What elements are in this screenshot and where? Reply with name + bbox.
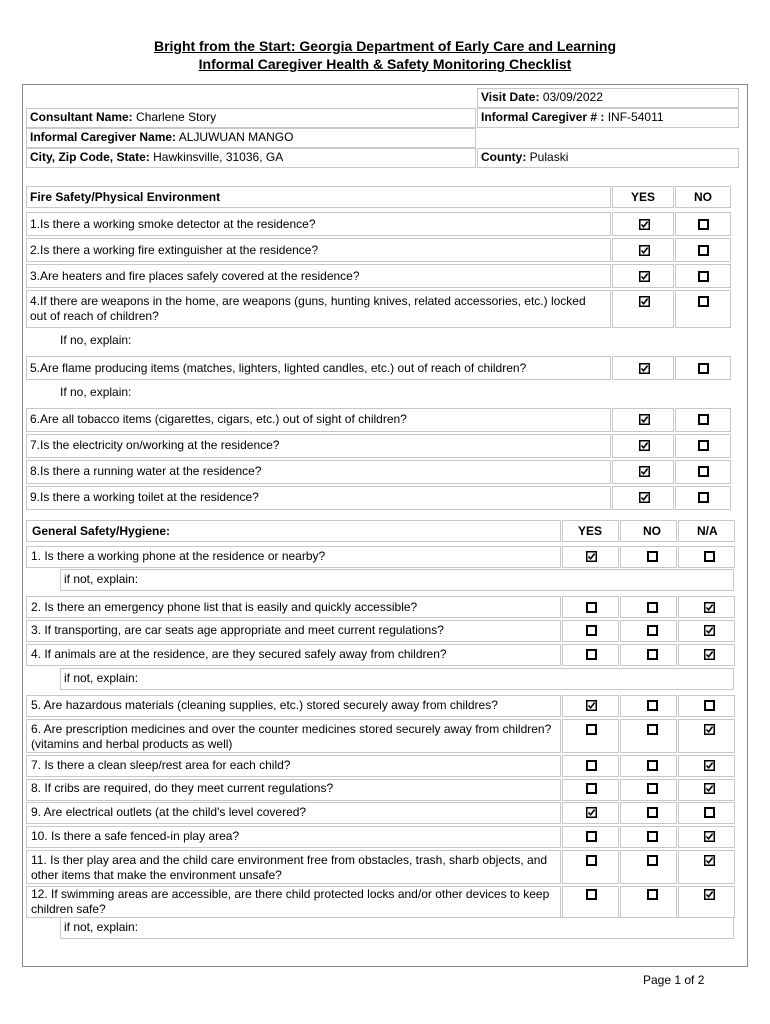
- city-zip-state: City, Zip Code, State: Hawkinsville, 31036, GA: [30, 150, 284, 164]
- fire-yes-checkbox[interactable]: [639, 466, 650, 477]
- gen-na-header: N/A: [697, 524, 718, 538]
- fire-question: 7.Is the electricity on/working at the residence?: [30, 438, 280, 452]
- general-heading: General Safety/Hygiene:: [32, 524, 171, 538]
- gen-na-checkbox[interactable]: [704, 700, 715, 711]
- general-question: 5. Are hazardous materials (cleaning supplies, etc.) stored securely away from childres?: [31, 698, 498, 712]
- visit-date: Visit Date: 03/09/2022: [481, 90, 603, 104]
- fire-explain-label: If no, explain:: [60, 333, 132, 347]
- explain-box[interactable]: [60, 917, 734, 939]
- explain-box[interactable]: [60, 569, 734, 591]
- gen-yes-checkbox[interactable]: [586, 724, 597, 735]
- fire-yes-checkbox[interactable]: [639, 271, 650, 282]
- gen-no-checkbox[interactable]: [647, 889, 658, 900]
- gen-no-checkbox[interactable]: [647, 807, 658, 818]
- fire-no-checkbox[interactable]: [698, 245, 709, 256]
- fire-question: 5.Are flame producing items (matches, lighters, lighted candles, etc.) out of reach of children?: [30, 361, 527, 375]
- fire-no-checkbox[interactable]: [698, 440, 709, 451]
- fire-no-checkbox[interactable]: [698, 296, 709, 307]
- fire-no-checkbox[interactable]: [698, 414, 709, 425]
- general-question: 2. Is there an emergency phone list that is easily and quickly accessible?: [31, 600, 418, 614]
- gen-na-checkbox[interactable]: [704, 855, 715, 866]
- caregiver-number: Informal Caregiver # : INF-54011: [481, 110, 664, 124]
- fire-yes-checkbox[interactable]: [639, 219, 650, 230]
- gen-na-checkbox[interactable]: [704, 831, 715, 842]
- gen-yes-checkbox[interactable]: [586, 625, 597, 636]
- gen-no-checkbox[interactable]: [647, 551, 658, 562]
- general-question: 8. If cribs are required, do they meet current regulations?: [31, 781, 334, 795]
- fire-yes-checkbox[interactable]: [639, 440, 650, 451]
- gen-yes-checkbox[interactable]: [586, 602, 597, 613]
- general-question: 1. Is there a working phone at the residence or nearby?: [31, 549, 326, 563]
- fire-yes-checkbox[interactable]: [639, 492, 650, 503]
- fire-no-checkbox[interactable]: [698, 219, 709, 230]
- general-question: 9. Are electrical outlets (at the child's level covered?: [31, 805, 307, 819]
- fire-yes-checkbox[interactable]: [639, 245, 650, 256]
- gen-na-checkbox[interactable]: [704, 625, 715, 636]
- gen-yes-header: YES: [578, 524, 603, 538]
- gen-yes-checkbox[interactable]: [586, 760, 597, 771]
- gen-yes-checkbox[interactable]: [586, 551, 597, 562]
- fire-no-checkbox[interactable]: [698, 466, 709, 477]
- title-line1: Bright from the Start: Georgia Department of Early Care and Learning: [153, 38, 617, 54]
- gen-no-checkbox[interactable]: [647, 831, 658, 842]
- gen-no-checkbox[interactable]: [647, 625, 658, 636]
- fire-yes-checkbox[interactable]: [639, 363, 650, 374]
- fire-no-checkbox[interactable]: [698, 363, 709, 374]
- consultant-name: Consultant Name: Charlene Story: [30, 110, 217, 124]
- fire-yes-checkbox[interactable]: [639, 414, 650, 425]
- fire-question: 2.Is there a working fire extinguisher at the residence?: [30, 243, 319, 257]
- gen-yes-checkbox[interactable]: [586, 649, 597, 660]
- gen-yes-checkbox[interactable]: [586, 700, 597, 711]
- gen-no-checkbox[interactable]: [647, 649, 658, 660]
- gen-yes-checkbox[interactable]: [586, 807, 597, 818]
- gen-yes-checkbox[interactable]: [586, 855, 597, 866]
- gen-no-checkbox[interactable]: [647, 602, 658, 613]
- fire-question: 8.Is there a running water at the residence?: [30, 464, 262, 478]
- fire-question: 3.Are heaters and fire places safely covered at the residence?: [30, 269, 360, 283]
- gen-yes-checkbox[interactable]: [586, 831, 597, 842]
- gen-na-checkbox[interactable]: [704, 807, 715, 818]
- fire-heading: Fire Safety/Physical Environment: [30, 190, 221, 204]
- general-question: 3. If transporting, are car seats age appropriate and meet current regulations?: [31, 623, 444, 637]
- gen-na-checkbox[interactable]: [704, 724, 715, 735]
- general-question: 11. Is ther play area and the child care environment free from obstacles, trash, sharb objects, and other items that make the environment unsafe?: [31, 853, 548, 882]
- gen-no-checkbox[interactable]: [647, 724, 658, 735]
- gen-explain-label: if not, explain:: [64, 572, 139, 586]
- general-question: 12. If swimming areas are accessible, are there child protected locks and/or other devices to keep children safe?: [31, 887, 550, 916]
- explain-box[interactable]: [60, 668, 734, 690]
- fire-question: 1.Is there a working smoke detector at the residence?: [30, 217, 316, 231]
- gen-explain-label: if not, explain:: [64, 671, 139, 685]
- general-question: 7. Is there a clean sleep/rest area for each child?: [31, 758, 291, 772]
- gen-na-checkbox[interactable]: [704, 760, 715, 771]
- gen-na-checkbox[interactable]: [704, 602, 715, 613]
- gen-na-checkbox[interactable]: [704, 783, 715, 794]
- gen-explain-label: if not, explain:: [64, 920, 139, 934]
- county: County: Pulaski: [481, 150, 569, 164]
- title-line2: Informal Caregiver Health & Safety Monitoring Checklist: [198, 56, 572, 72]
- fire-question: 9.Is there a working toilet at the residence?: [30, 490, 259, 504]
- fire-explain-label: If no, explain:: [60, 385, 132, 399]
- fire-question: 6.Are all tobacco items (cigarettes, cigars, etc.) out of sight of children?: [30, 412, 407, 426]
- fire-question: 4.If there are weapons in the home, are weapons (guns, hunting knives, related accessories, etc.) locked out of reach of children?: [30, 294, 586, 323]
- general-question: 4. If animals are at the residence, are they secured safely away from children?: [31, 647, 447, 661]
- gen-no-checkbox[interactable]: [647, 855, 658, 866]
- fire-yes-header: YES: [631, 190, 656, 204]
- fire-no-checkbox[interactable]: [698, 492, 709, 503]
- fire-no-checkbox[interactable]: [698, 271, 709, 282]
- general-question: 10. Is there a safe fenced-in play area?: [31, 829, 240, 843]
- gen-na-checkbox[interactable]: [704, 649, 715, 660]
- page-number: Page 1 of 2: [643, 973, 705, 987]
- fire-no-header: NO: [694, 190, 712, 204]
- gen-yes-checkbox[interactable]: [586, 889, 597, 900]
- general-question: 6. Are prescription medicines and over the counter medicines stored securely away from children? (vitamins and herbal products as well): [31, 722, 552, 751]
- gen-no-checkbox[interactable]: [647, 783, 658, 794]
- gen-na-checkbox[interactable]: [704, 889, 715, 900]
- caregiver-name: Informal Caregiver Name: ALJUWUAN MANGO: [30, 130, 294, 144]
- gen-no-checkbox[interactable]: [647, 700, 658, 711]
- gen-no-checkbox[interactable]: [647, 760, 658, 771]
- fire-yes-checkbox[interactable]: [639, 296, 650, 307]
- gen-no-header: NO: [643, 524, 661, 538]
- gen-na-checkbox[interactable]: [704, 551, 715, 562]
- gen-yes-checkbox[interactable]: [586, 783, 597, 794]
